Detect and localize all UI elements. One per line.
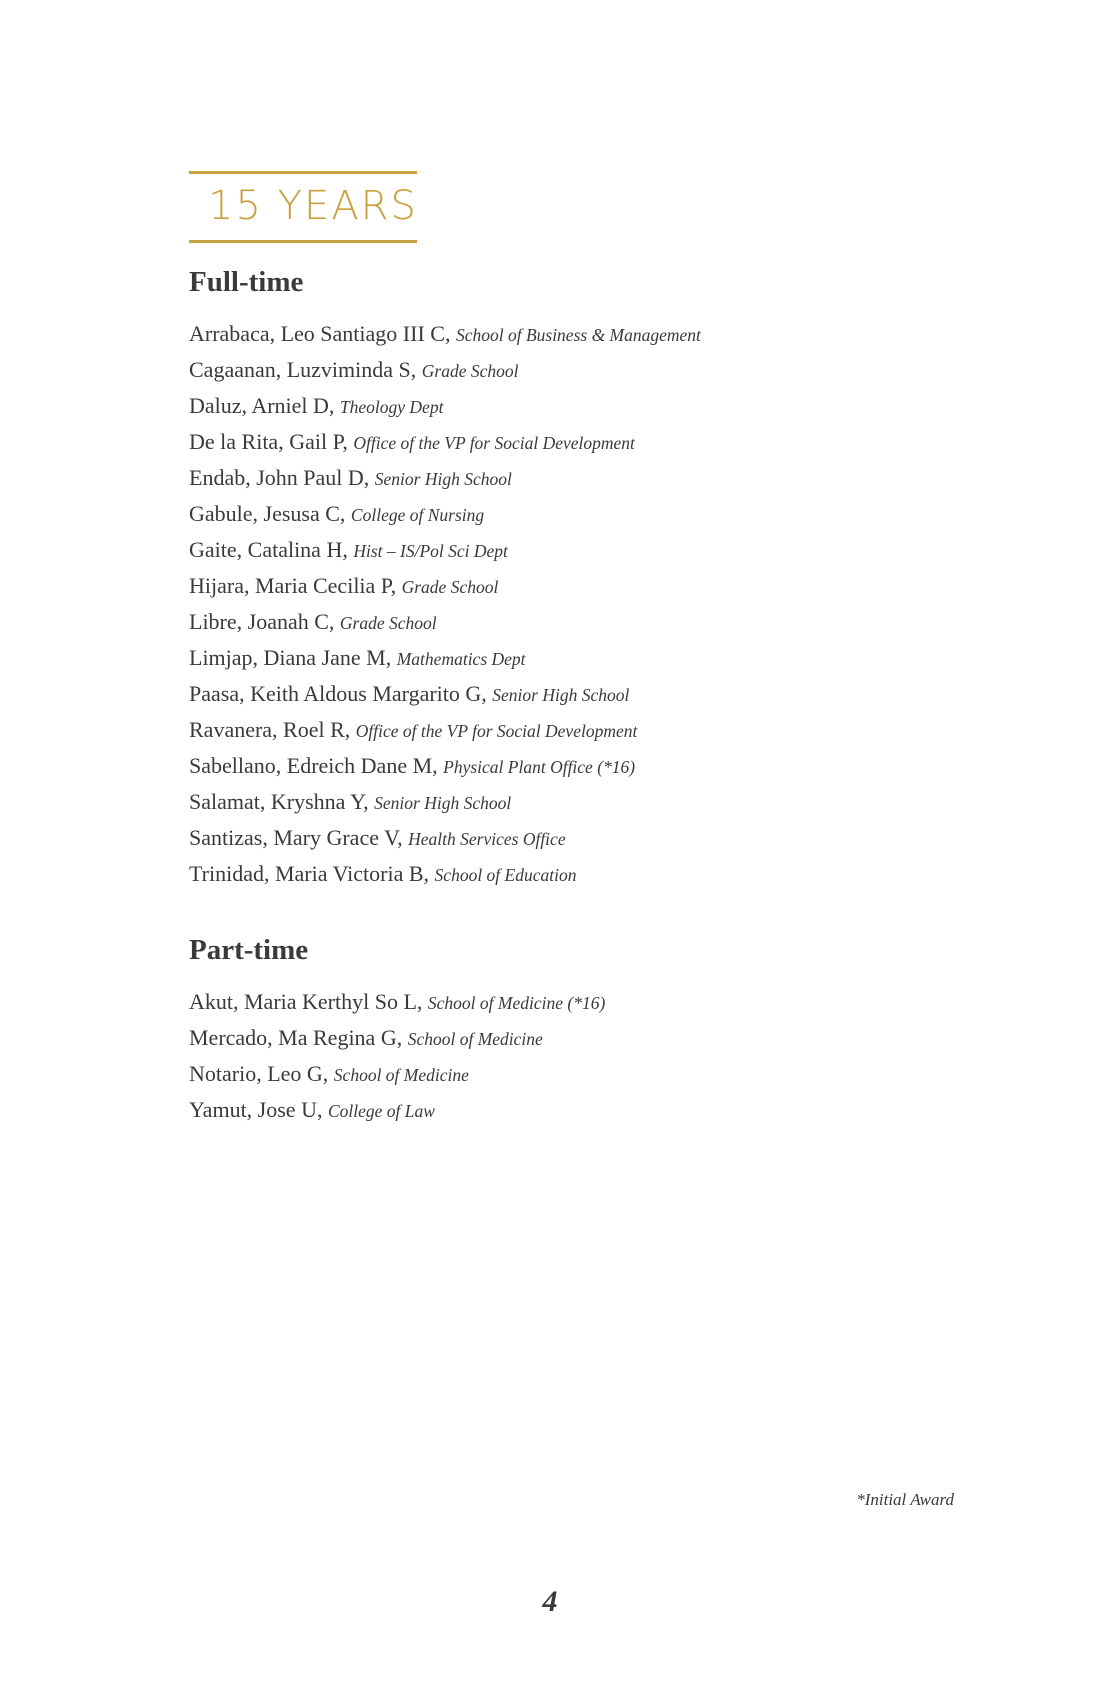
employee-department: School of Medicine <box>407 1029 543 1049</box>
employee-name: De la Rita, Gail P, <box>189 429 354 454</box>
list-item <box>189 388 701 424</box>
parttime-section-title: Part-time <box>189 934 309 966</box>
employee-department: School of Medicine <box>333 1065 469 1085</box>
employee-name: Yamut, Jose U, <box>189 1097 328 1122</box>
employee-department: School of Education <box>434 865 577 885</box>
list-item <box>189 748 701 784</box>
employee-name: Mercado, Ma Regina G, <box>189 1025 408 1050</box>
list-item <box>189 984 605 1020</box>
employee-department: Grade School <box>401 577 499 597</box>
page-number: 4 <box>542 1585 558 1618</box>
parttime-list <box>189 984 605 1128</box>
list-item <box>189 568 701 604</box>
list-item <box>189 676 701 712</box>
employee-department: School of Business & Management <box>455 325 701 345</box>
list-item <box>189 532 701 568</box>
list-item <box>189 1092 605 1128</box>
employee-name: Cagaanan, Luzviminda S, <box>189 357 422 382</box>
employee-department: Senior High School <box>374 793 512 813</box>
employee-department: Grade School <box>421 361 519 381</box>
employee-name: Endab, John Paul D, <box>189 465 375 490</box>
employee-department: College of Nursing <box>350 505 485 525</box>
list-item <box>189 1020 605 1056</box>
list-item <box>189 856 701 892</box>
employee-name: Gaite, Catalina H, <box>189 537 354 562</box>
list-item <box>189 820 701 856</box>
employee-department: Grade School <box>339 613 437 633</box>
employee-name: Arrabaca, Leo Santiago III C, <box>189 321 456 346</box>
employee-name: Notario, Leo G, <box>189 1061 334 1086</box>
employee-department: Theology Dept <box>339 397 444 417</box>
employee-name: Santizas, Mary Grace V, <box>189 825 409 850</box>
list-item <box>189 604 701 640</box>
fulltime-list <box>189 316 701 892</box>
employee-name: Limjap, Diana Jane M, <box>189 645 397 670</box>
fulltime-section-title: Full-time <box>189 266 304 298</box>
list-item <box>189 712 701 748</box>
employee-name: Hijara, Maria Cecilia P, <box>189 573 402 598</box>
employee-name: Sabellano, Edreich Dane M, <box>189 753 444 778</box>
employee-department: Senior High School <box>374 469 512 489</box>
employee-department: School of Medicine (*16) <box>427 993 606 1013</box>
years-heading-box <box>189 171 417 243</box>
list-item <box>189 424 701 460</box>
employee-department: Office of the VP for Social Development <box>355 721 638 741</box>
list-item <box>189 640 701 676</box>
list-item <box>189 460 701 496</box>
list-item <box>189 1056 605 1092</box>
employee-department: Physical Plant Office (*16) <box>443 757 636 777</box>
years-heading-title: 15 YEARS <box>208 183 418 229</box>
employee-department: Hist – IS/Pol Sci Dept <box>353 541 508 561</box>
employee-department: Mathematics Dept <box>396 649 526 669</box>
employee-department: Health Services Office <box>408 829 566 849</box>
employee-name: Gabule, Jesusa C, <box>189 501 351 526</box>
list-item <box>189 316 701 352</box>
list-item <box>189 784 701 820</box>
employee-department: College of Law <box>327 1101 435 1121</box>
list-item <box>189 496 701 532</box>
employee-department: Office of the VP for Social Development <box>353 433 635 453</box>
employee-name: Ravanera, Roel R, <box>189 717 356 742</box>
employee-name: Salamat, Kryshna Y, <box>189 789 375 814</box>
employee-department: Senior High School <box>492 685 630 705</box>
list-item <box>189 352 701 388</box>
employee-name: Trinidad, Maria Victoria B, <box>189 861 435 886</box>
employee-name: Libre, Joanah C, <box>189 609 340 634</box>
employee-name: Paasa, Keith Aldous Margarito G, <box>189 681 493 706</box>
footnote: *Initial Award <box>856 1490 954 1509</box>
employee-name: Akut, Maria Kerthyl So L, <box>189 989 428 1014</box>
employee-name: Daluz, Arniel D, <box>189 393 340 418</box>
